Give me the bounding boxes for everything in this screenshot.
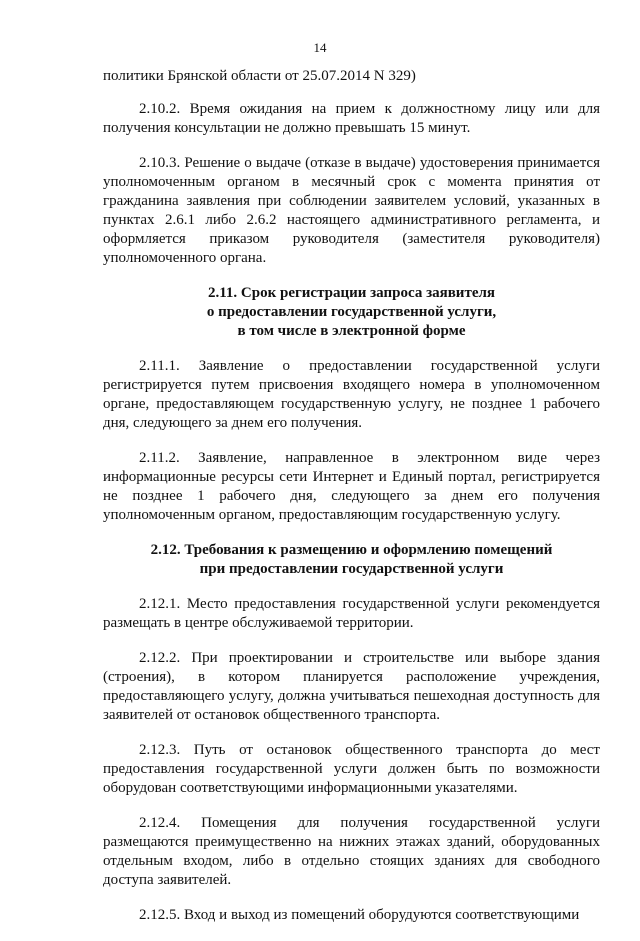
paragraph-2-10-2: 2.10.2. Время ожидания на прием к должностному лицу или для получения консультации не должно превышать 15 минут. <box>103 101 600 136</box>
document-body <box>103 67 600 941</box>
heading-line: при предоставлении государственной услуги <box>199 561 504 577</box>
paragraph-2-12-3: 2.12.3. Путь от остановок общественного транспорта до мест предоставления государственной услуги должен быть по возможности оборудован соответствующими информационными указателями. <box>103 742 600 796</box>
heading-line: 2.12. Требования к размещению и оформлению помещений <box>150 542 553 558</box>
paragraph-continuation: политики Брянской области от 25.07.2014 N 329) <box>103 68 416 84</box>
page-number: 14 <box>313 40 327 55</box>
paragraph-2-12-1: 2.12.1. Место предоставления государственной услуги рекомендуется размещать в центре обслуживаемой территории. <box>103 596 600 631</box>
paragraph-2-12-2: 2.12.2. При проектировании и строительстве или выборе здания (строения), в котором планируется расположение учреждения, предоставляющего услугу, должна учитываться пешеходная доступность для заявителей от остановок общественного транспорта. <box>103 650 600 723</box>
section-heading-2-11 <box>103 284 600 341</box>
paragraph-2-12-5: 2.12.5. Вход и выход из помещений оборудуются соответствующими <box>139 907 580 923</box>
paragraph-2-12-4: 2.12.4. Помещения для получения государственной услуги размещаются преимущественно на нижних этажах зданий, оборудованных отдельным входом, либо в отдельно стоящих зданиях для свободного доступа заявителей. <box>103 815 600 888</box>
heading-line: о предоставлении государственной услуги, <box>206 304 497 320</box>
section-heading-2-12 <box>103 541 600 579</box>
paragraph-2-10-3: 2.10.3. Решение о выдаче (отказе в выдаче) удостоверения принимается уполномоченным органом в месячный срок с момента принятия от гражданина заявления при соблюдении заявителем условий, указанных в пунктах 2.6.1 либо 2.6.2 настоящего административного регламента, и оформляется приказом руководителя (заместителя руководителя) уполномоченного органа. <box>103 155 600 266</box>
heading-line: 2.11. Срок регистрации запроса заявителя <box>207 285 496 301</box>
heading-line: в том числе в электронной форме <box>237 323 466 339</box>
paragraph-2-11-2: 2.11.2. Заявление, направленное в электронном виде через информационные ресурсы сети Интернет и Единый портал, регистрируется не позднее 1 рабочего дня, следующего за днем его получения уполномоченным органом, предоставляющим государственную услугу. <box>103 450 600 523</box>
paragraph-2-11-1: 2.11.1. Заявление о предоставлении государственной услуги регистрируется путем присвоения входящего номера в уполномоченном органе, предоставляющем государственную услугу, не позднее 1 рабочего дня, следующего за днем его получения. <box>103 358 600 431</box>
